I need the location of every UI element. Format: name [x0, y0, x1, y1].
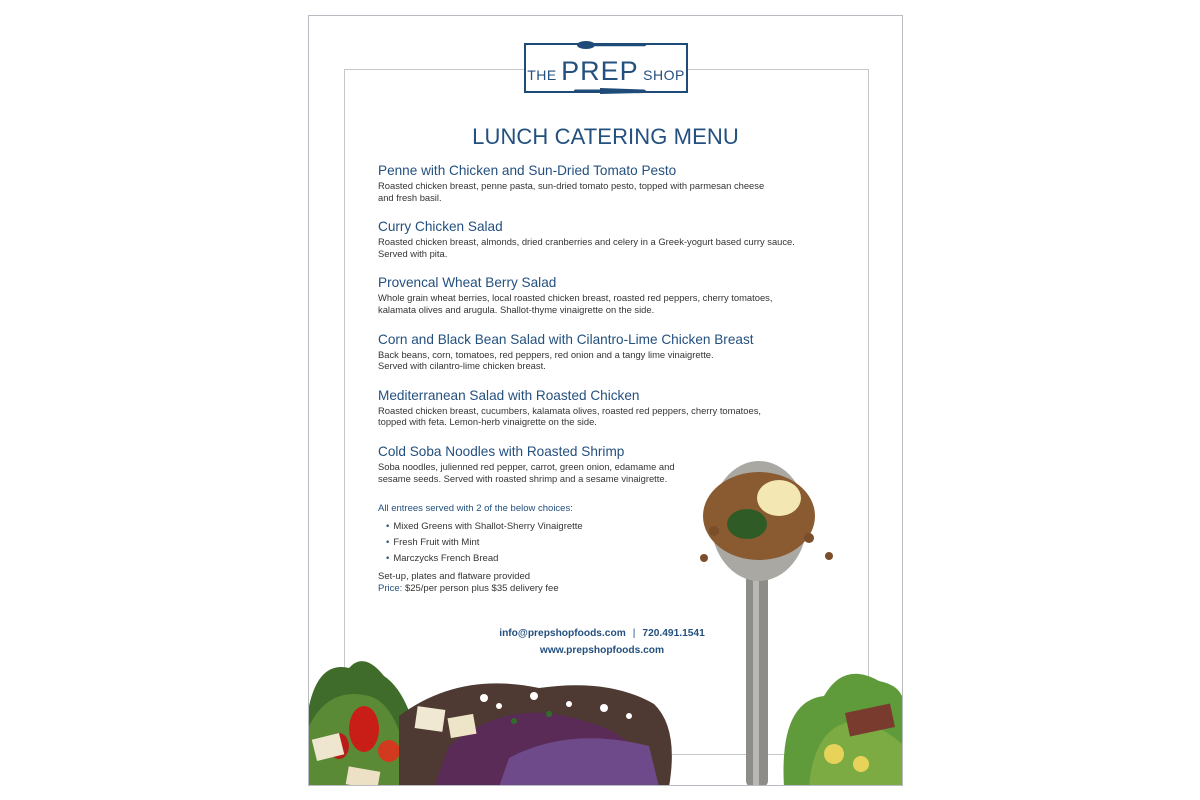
description-line: Roasted chicken breast, penne pasta, sun-dried tomato pesto, topped with parmesan cheese: [378, 180, 765, 191]
description-line: Served with cilantro-lime chicken breast.: [378, 360, 546, 372]
description-line: sesame seeds. Served with roasted shrimp and a sesame vinaigrette.: [378, 472, 668, 484]
menu-item-name: Cold Soba Noodles with Roasted Shrimp: [378, 443, 625, 459]
description-line: kalamata olives and arugula. Shallot-thyme vinaigrette on the side.: [378, 303, 655, 315]
description-line: Back beans, corn, tomatoes, red peppers, red onion and a tangy lime vinaigrette.: [378, 348, 714, 360]
logo-shop: SHOP: [643, 67, 685, 83]
description-line: Soba noodles, julienned red pepper, carrot, green onion, edamame and: [378, 460, 675, 472]
setup-note: Set-up, plates and flatware provided: [378, 571, 531, 582]
side-choice-label: Marczycks French Bread: [393, 553, 499, 564]
logo-prep: PREP: [561, 56, 639, 86]
menu-item-description: [378, 292, 808, 315]
knife-icon: [566, 85, 650, 97]
description-line: and fresh basil.: [378, 191, 442, 203]
menu-item-description: [378, 236, 808, 259]
bullet-icon: •: [386, 553, 390, 564]
menu-item: [378, 274, 808, 315]
menu-item: [378, 387, 808, 428]
description-line: Roasted chicken breast, cucumbers, kalamata olives, roasted red peppers, cherry tomatoes,: [378, 404, 761, 416]
price-label: Price:: [378, 582, 403, 594]
menu-item-name: Curry Chicken Salad: [378, 219, 503, 235]
menu-item: [378, 331, 808, 372]
description-line: Roasted chicken breast, almonds, dried cranberries and celery in a Greek-yogurt based curry sauce.: [378, 236, 795, 248]
menu-item-name: Penne with Chicken and Sun-Dried Tomato Pesto: [378, 163, 677, 178]
menu-item-name: Mediterranean Salad with Roasted Chicken: [378, 387, 640, 403]
prep-shop-logo: [524, 43, 688, 93]
menu-page: [308, 15, 903, 786]
menu-item-description: [378, 405, 808, 428]
description-line: Served with pita.: [378, 247, 448, 259]
side-choice-label: Fresh Fruit with Mint: [393, 537, 480, 548]
menu-item-description: [378, 349, 808, 372]
side-choice-label: Mixed Greens with Shallot-Sherry Vinaigrette: [393, 521, 583, 532]
contact-phone[interactable]: 720.491.1541: [642, 628, 705, 639]
contact-separator: |: [632, 628, 636, 639]
menu-item-name: Provencal Wheat Berry Salad: [378, 275, 557, 291]
menu-title: LUNCH CATERING MENU: [472, 124, 739, 149]
contact-website[interactable]: www.prepshopfoods.com: [539, 645, 665, 656]
menu-item-description: [378, 180, 808, 203]
price-value: $25/per person plus $35 delivery fee: [404, 582, 559, 594]
description-line: Whole grain wheat berries, local roasted chicken breast, roasted red peppers, cherry tomatoes,: [378, 292, 773, 304]
menu-item-name: Corn and Black Bean Salad with Cilantro-Lime Chicken Breast: [378, 331, 754, 347]
bullet-icon: •: [386, 521, 390, 532]
menu-item: [378, 162, 808, 203]
sides-heading: All entrees served with 2 of the below choices:: [378, 503, 573, 514]
contact-email[interactable]: info@prepshopfoods.com: [499, 628, 626, 639]
description-line: topped with feta. Lemon-herb vinaigrette on the side.: [378, 416, 597, 428]
food-photo: [309, 446, 903, 786]
bullet-icon: •: [386, 537, 390, 548]
logo-the: THE: [527, 67, 557, 83]
menu-item: [378, 218, 808, 259]
spoon-icon: [566, 39, 650, 51]
logo-wordmark: [526, 56, 686, 87]
